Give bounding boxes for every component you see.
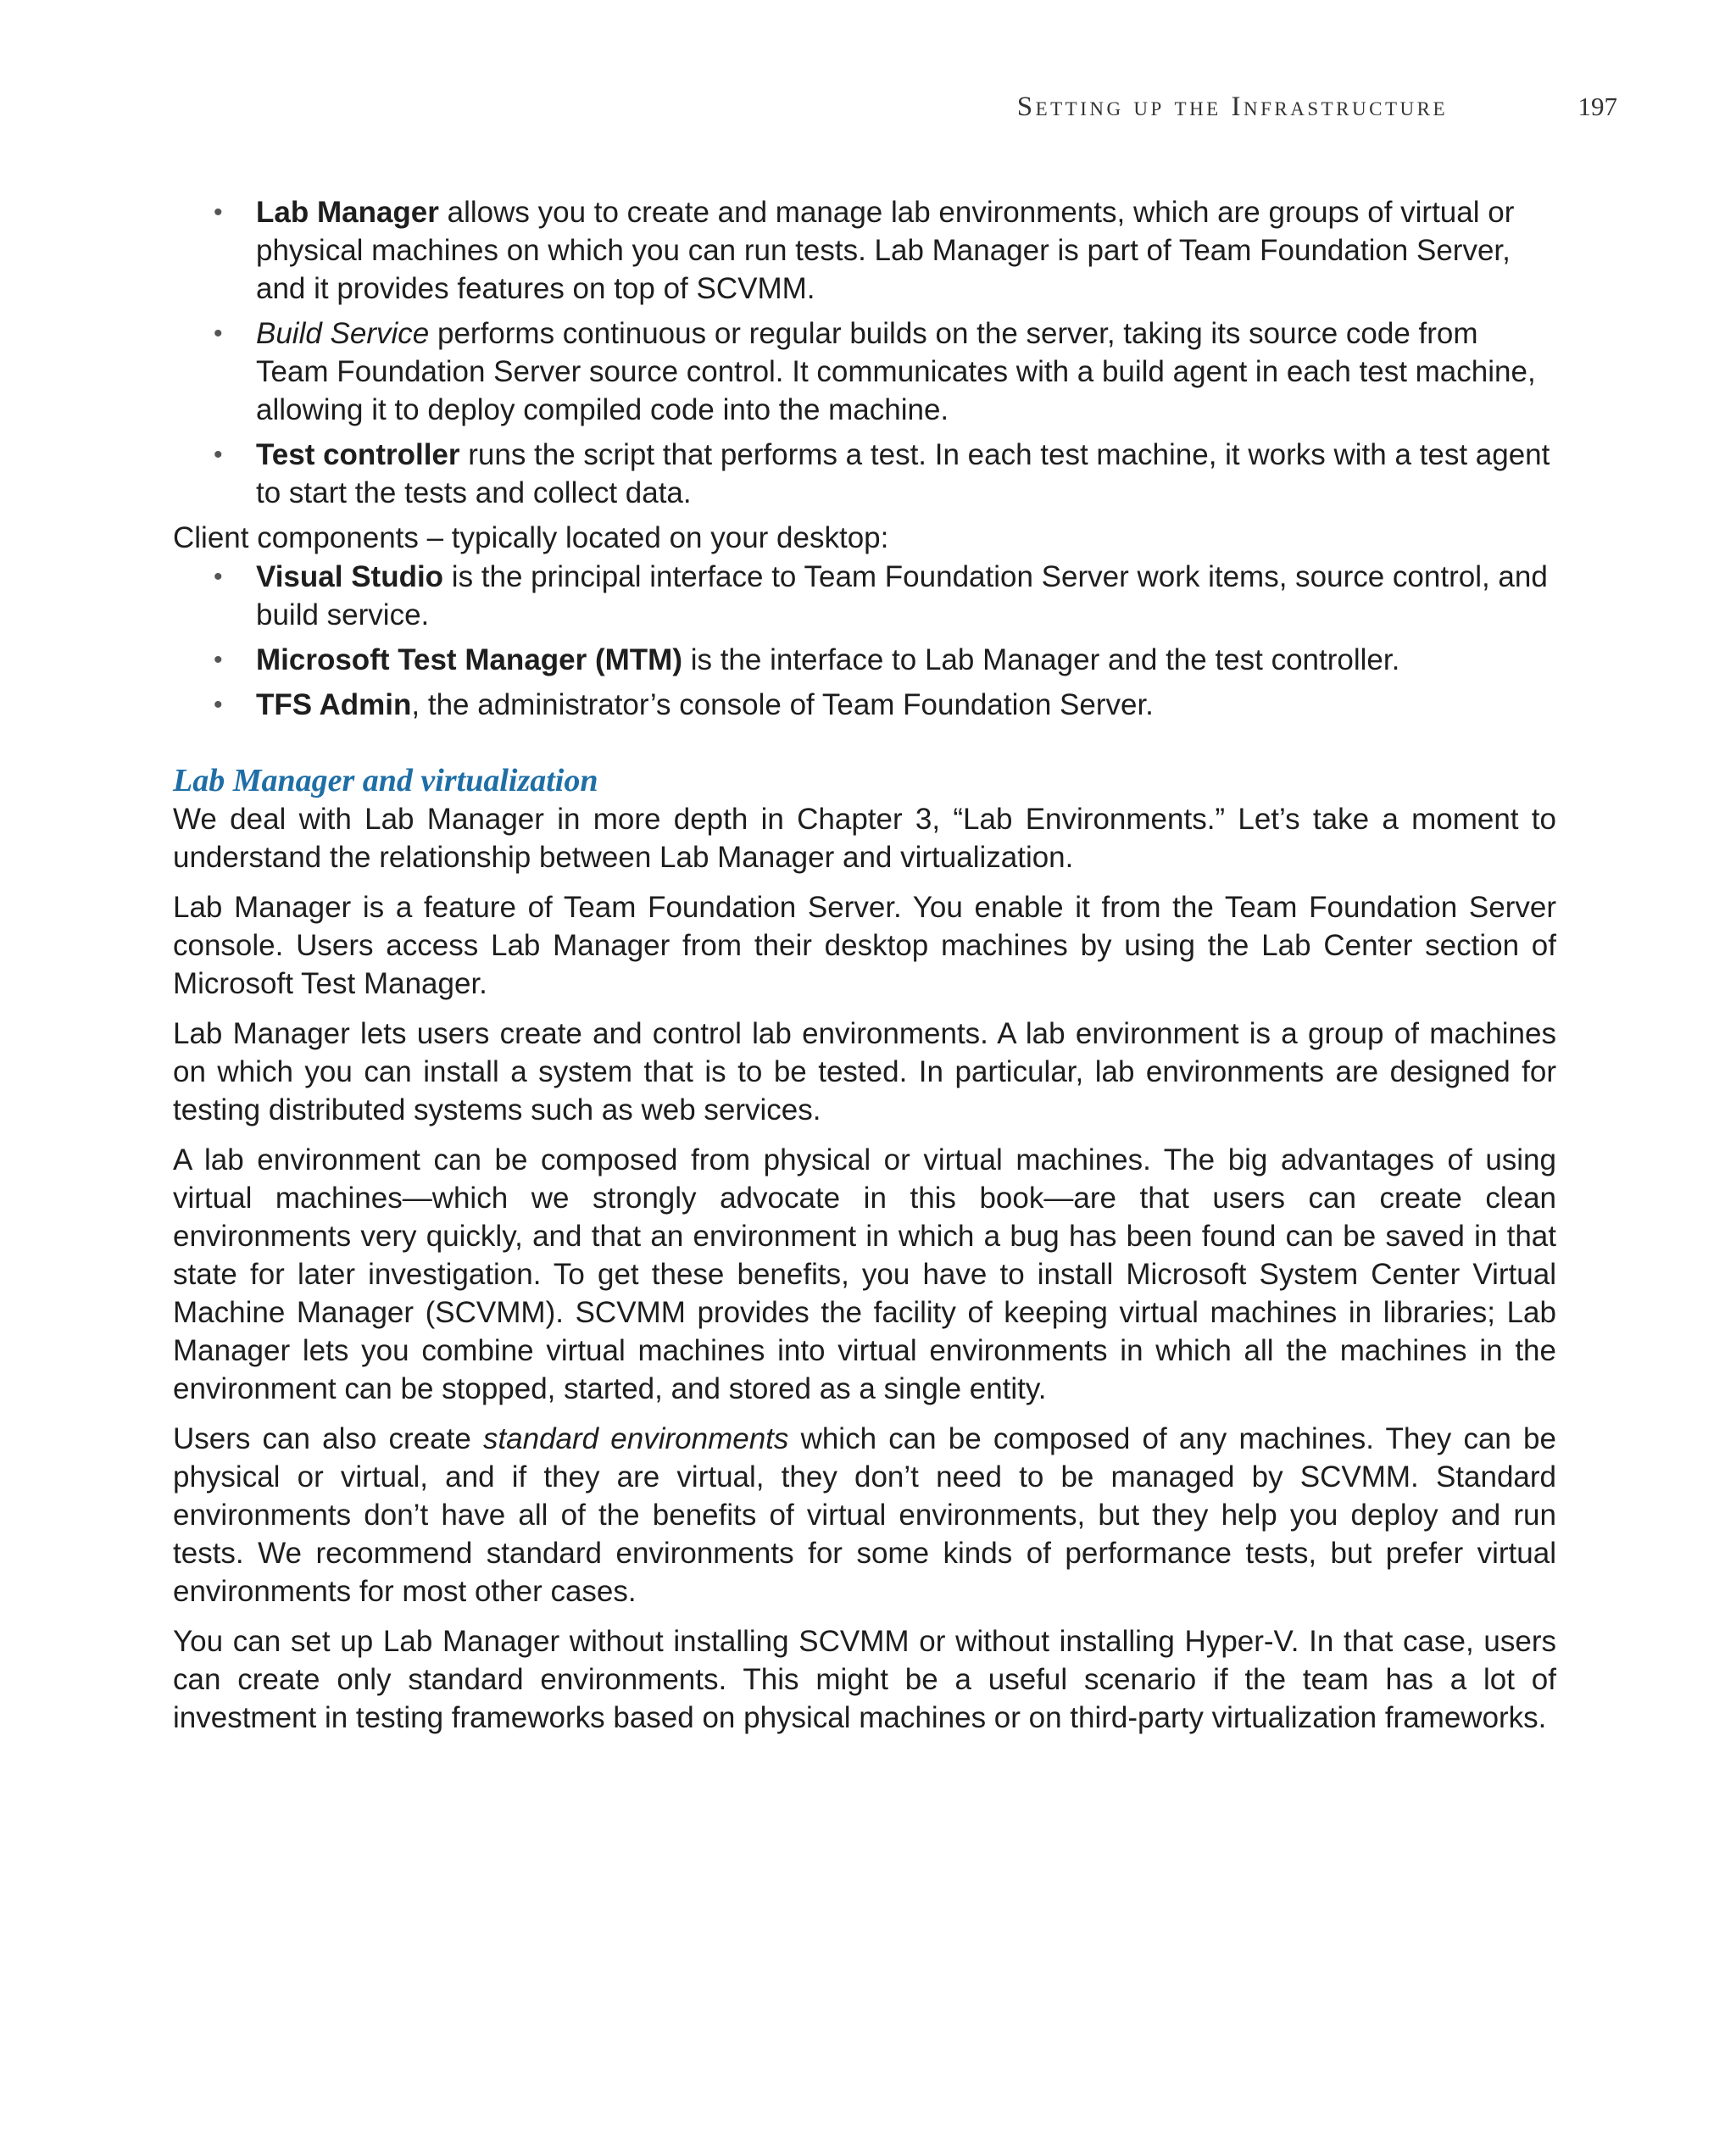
running-title: Setting up the Infrastructure — [1016, 92, 1448, 122]
bullet-text: , the administrator’s console of Team Foundation Server. — [411, 688, 1154, 721]
list-item — [173, 193, 1556, 308]
bullet-icon: • — [214, 563, 223, 591]
page-number: 197 — [1577, 92, 1617, 121]
paragraph-text: which can be composed of any machines. They can be physical or virtual, and if they are virtual, they don’t need to be managed by SCVMM. Standard environments don’t have all of the benefits of virtual environments, but they help you deploy and run tests. We recommend standard environments for some kinds of performance tests, but prefer virtual environments for most other cases. — [173, 1422, 1556, 1608]
bullet-term: Build Service — [256, 317, 430, 350]
bullet-text: is the principal interface to Team Foundation Server work items, source control, and build service. — [256, 560, 1548, 631]
bullet-term: Visual Studio — [256, 560, 444, 593]
bullet-term: TFS Admin — [256, 688, 412, 721]
paragraph — [173, 1420, 1556, 1610]
paragraph: We deal with Lab Manager in more depth in Chapter 3, “Lab Environments.” Let’s take a moment to understand the relationship between Lab Manager and virtualization. — [173, 803, 1556, 874]
bullet-text: runs the script that performs a test. In each test machine, it works with a test agent to start the tests and collect data. — [256, 438, 1550, 509]
bullet-icon: • — [214, 646, 223, 674]
bullet-icon: • — [214, 320, 223, 348]
client-components-list — [173, 558, 1556, 724]
bullet-text: performs continuous or regular builds on the server, taking its source code from Team Foundation Server source control. It communicates with a build agent in each test machine, allowing it to deploy compiled code into the machine. — [256, 317, 1536, 426]
list-item — [173, 314, 1556, 429]
paragraph: Lab Manager is a feature of Team Foundation Server. You enable it from the Team Foundation Server console. Users access Lab Manager from their desktop machines by using the Lab Center section of Microsoft Test Manager. — [173, 891, 1556, 1000]
list-item — [173, 558, 1556, 634]
bullet-term: Lab Manager — [256, 196, 439, 229]
list-item — [173, 641, 1556, 679]
bullet-text: is the interface to Lab Manager and the test controller. — [682, 643, 1400, 676]
section-heading: Lab Manager and virtualization — [173, 763, 598, 798]
running-head — [0, 92, 1736, 125]
bullet-text: allows you to create and manage lab environments, which are groups of virtual or physical machines on which you can run tests. Lab Manager is part of Team Foundation Server, and it provides features on top of SCVMM. — [256, 196, 1515, 305]
bullet-term: Test controller — [256, 438, 460, 471]
list-item — [173, 686, 1556, 724]
paragraph: You can set up Lab Manager without installing SCVMM or without installing Hyper-V. In that case, users can create only standard environments. This might be a useful scenario if the team has a lot of investment in testing frameworks based on physical machines or on third-party virtualization frameworks. — [173, 1625, 1556, 1734]
bullet-icon: • — [214, 441, 223, 469]
bullet-icon: • — [214, 691, 223, 719]
client-components-lead: Client components – typically located on your desktop: — [173, 521, 889, 554]
paragraph-text: Users can also create — [173, 1422, 483, 1455]
server-components-list — [173, 193, 1556, 512]
paragraph: A lab environment can be composed from physical or virtual machines. The big advantages of using virtual machines—which we strongly advocate in this book—are that users can create clean environments very quickly, and that an environment in which a bug has been found can be saved in that state for later investigation. To get these benefits, you have to install Microsoft System Center Virtual Machine Manager (SCVMM). SCVMM provides the facility of keeping virtual machines in libraries; Lab Manager lets you combine virtual machines into virtual environments in which all the machines in the environment can be stopped, started, and stored as a single entity. — [173, 1143, 1556, 1405]
emphasis-term: standard environments — [482, 1422, 789, 1455]
page-body — [173, 193, 1556, 1749]
bullet-term: Microsoft Test Manager (MTM) — [256, 643, 682, 676]
paragraph: Lab Manager lets users create and control lab environments. A lab environment is a group of machines on which you can install a system that is to be tested. In particular, lab environments are designed for testing distributed systems such as web services. — [173, 1017, 1556, 1126]
list-item — [173, 436, 1556, 512]
bullet-icon: • — [214, 198, 223, 226]
